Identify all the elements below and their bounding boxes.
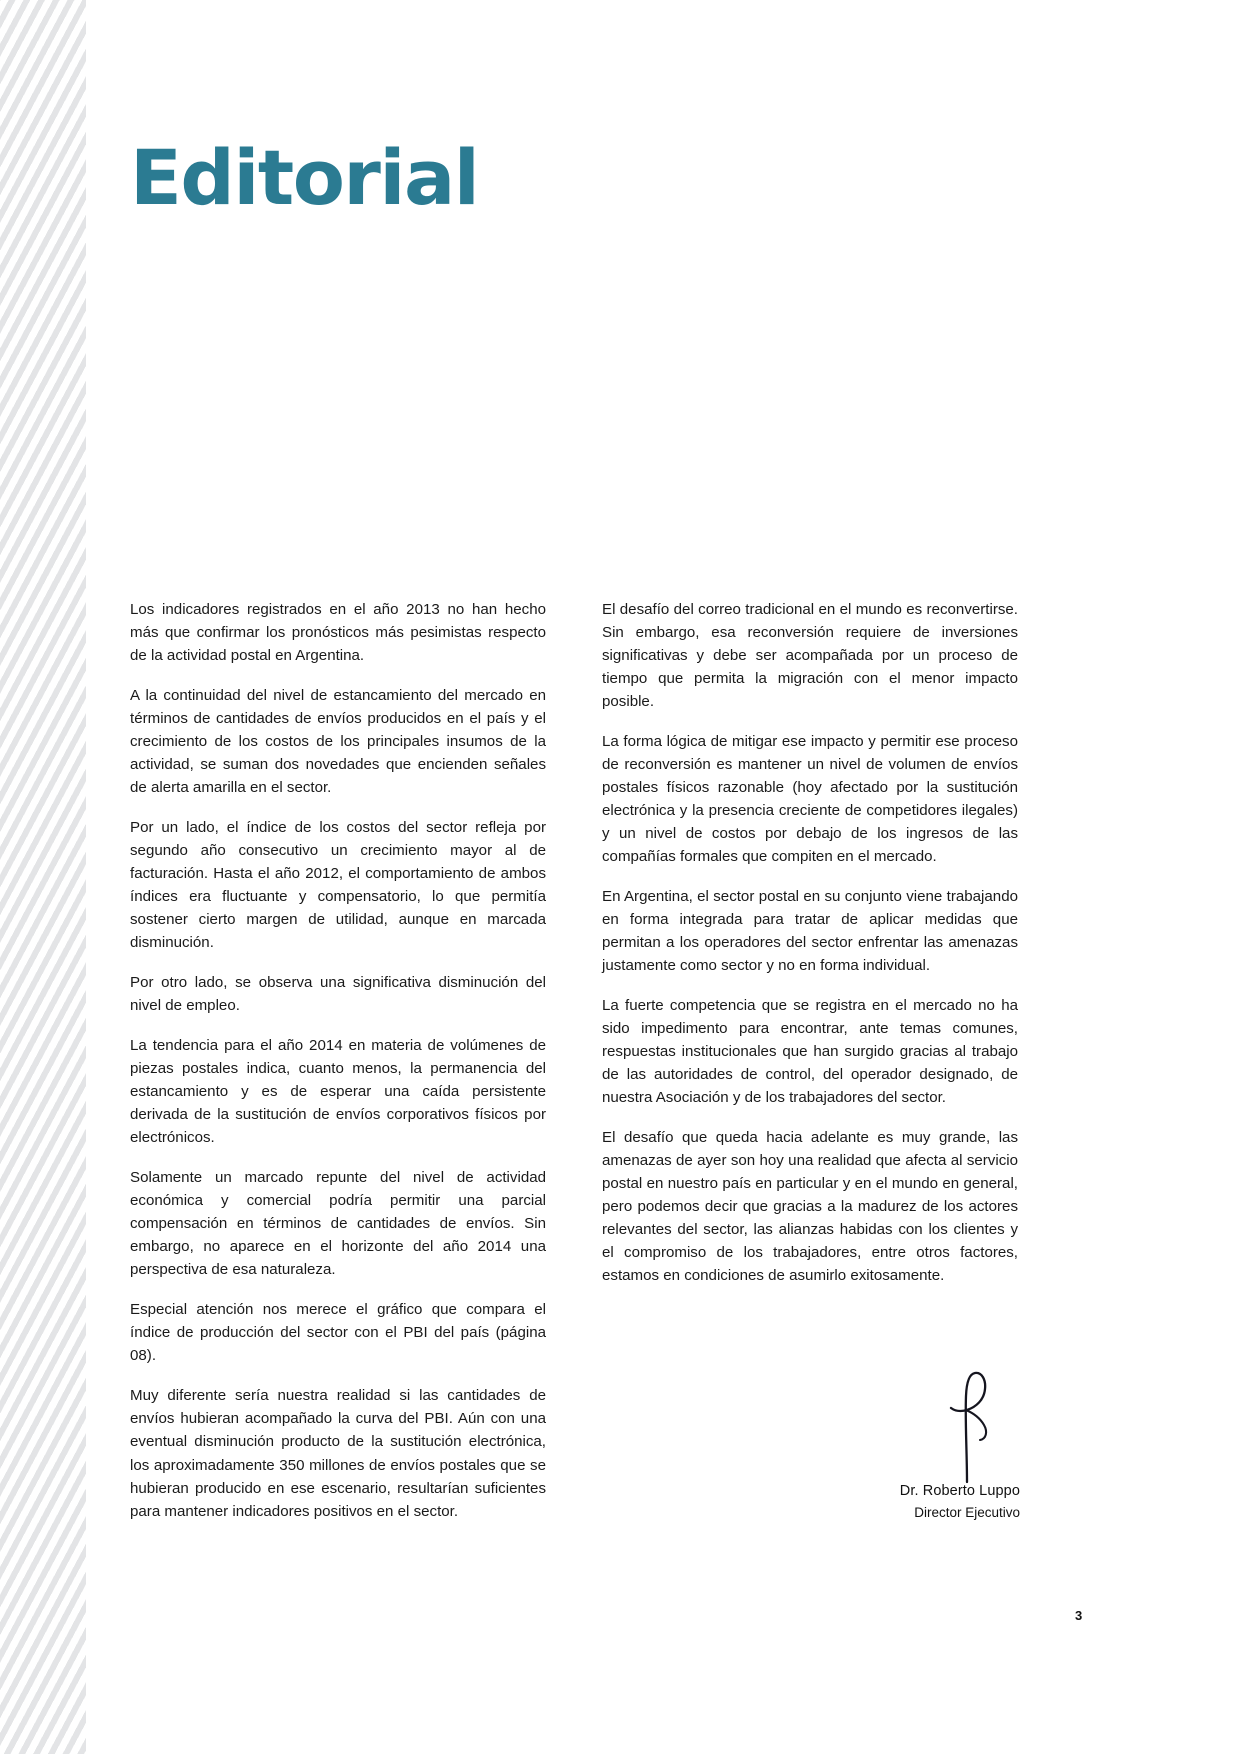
paragraph: Especial atención nos merece el gráfico que compara el índice de producción del sector con el PBI del país (página 08). [130,1301,546,1365]
paragraph: En Argentina, el sector postal en su conjunto viene trabajando en forma integrada para tratar de aplicar medidas que permitan a los operadores del sector enfrentar las amenazas justamente como sector y no en forma individual. [602,888,1018,975]
paragraph: A la continuidad del nivel de estancamiento del mercado en términos de cantidades de envíos producidos en el país y el crecimiento de los costos de los principales insumos de la actividad, se suman dos novedades que encienden señales de alerta amarilla en el sector. [130,687,546,797]
left-text-column [130,598,546,1523]
paragraph: El desafío que queda hacia adelante es muy grande, las amenazas de ayer son hoy una realidad que afecta al servicio postal en nuestro país en particular y en el mundo en general, pero podemos decir que gracias a la madurez de los actores relevantes del sector, las alianzas habidas con los clientes y el compromiso de los trabajadores, entre otros factores, estamos en condiciones de asumirlo exitosamente. [602,1129,1018,1285]
page-number: 3 [1075,1608,1083,1623]
paragraph: Muy diferente sería nuestra realidad si las cantidades de envíos hubieran acompañado la curva del PBI. Aún con una eventual disminución producto de la sustitución electrónica, los aproximadamente 350 millones de envíos postales que se hubieran producido en ese escenario, resultarían suficientes para mantener indicadores positivos en el sector. [130,1387,546,1520]
paragraph: Por otro lado, se observa una significativa disminución del nivel de empleo. [130,974,546,1015]
paragraph: La forma lógica de mitigar ese impacto y permitir ese proceso de reconversión es mantener un nivel de volumen de envíos postales físicos razonable (hoy afectado por la sustitución electrónica y la presencia creciente de competidores ilegales) y un nivel de costos por debajo de los ingresos de las compañías formales que compiten en el mercado. [602,733,1018,866]
paragraph: El desafío del correo tradicional en el mundo es reconvertirse. Sin embargo, esa reconversión requiere de inversiones significativas y debe ser acompañada por un proceso de tiempo que permita la migración con el menor impacto posible. [602,601,1018,711]
page-title: Editorial [130,133,479,222]
paragraph: Por un lado, el índice de los costos del sector refleja por segundo año consecutivo un crecimiento mayor al de facturación. Hasta el año 2012, el comportamiento de ambos índices era fluctuante y compensatorio, lo que permitía sostener cierto margen de utilidad, aunque en marcada disminución. [130,819,546,952]
paragraph: La tendencia para el año 2014 en materia de volúmenes de piezas postales indica, cuanto menos, la permanencia del estancamiento y es de esperar una caída persistente derivada de la sustitución de envíos corporativos físicos por electrónicos. [130,1037,546,1147]
article-body [130,598,1018,1523]
paragraph: Los indicadores registrados en el año 2013 no han hecho más que confirmar los pronósticos más pesimistas respecto de la actividad postal en Argentina. [130,601,546,665]
paragraph: La fuerte competencia que se registra en el mercado no ha sido impedimento para encontrar, ante temas comunes, respuestas institucionales que han surgido gracias al trabajo de las autoridades de control, del operador designado, de nuestra Asociación y de los trabajadores del sector. [602,997,1018,1107]
signature-role: Director Ejecutivo [914,1505,1020,1520]
signature-name: Dr. Roberto Luppo [899,1483,1020,1499]
paragraph: Solamente un marcado repunte del nivel de actividad económica y comercial podría permitir una parcial compensación en términos de cantidades de envíos. Sin embargo, no aparece en el horizonte del año 2014 una perspectiva de esa naturaleza. [130,1169,546,1279]
handwritten-signature-icon [905,1370,1045,1480]
